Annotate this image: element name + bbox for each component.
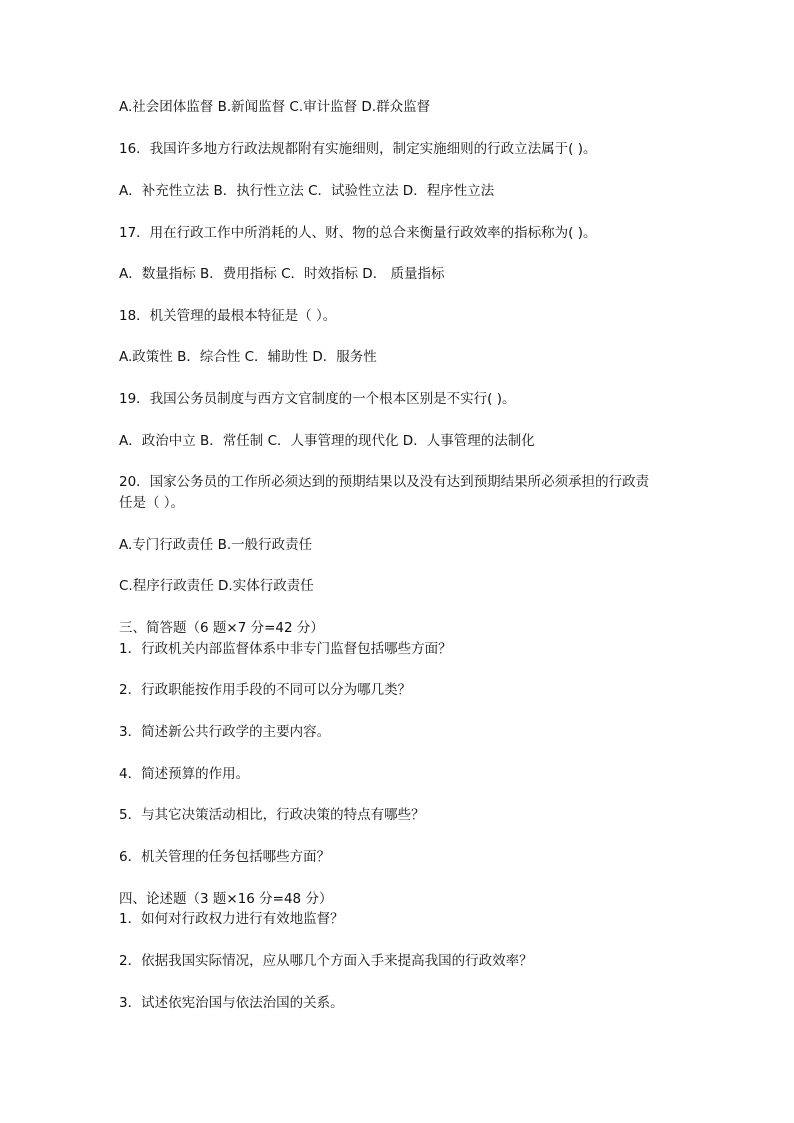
section3-item-6: 6．机关管理的任务包括哪些方面？: [119, 849, 331, 865]
section4-heading: 四、论述题（3 题×16 分=48 分）: [119, 891, 333, 907]
q15-options: A.社会团体监督 B.新闻监督 C.审计监督 D.群众监督: [119, 99, 431, 115]
q17-question: 17．用在行政工作中所消耗的人、财、物的总合来衡量行政效率的指标称为( )。: [119, 225, 597, 241]
section4-item-2: 2．依据我国实际情况，应从哪几个方面入手来提高我国的行政效率？: [119, 953, 533, 969]
q17-options: A．数量指标 B．费用指标 C．时效指标 D． 质量指标: [119, 266, 445, 282]
q16-question: 16．我国许多地方行政法规都附有实施细则，制定实施细则的行政立法属于( )。: [119, 141, 597, 157]
section3-item-1: 1．行政机关内部监督体系中非专门监督包括哪些方面？: [119, 641, 452, 657]
section3-item-3: 3．简述新公共行政学的主要内容。: [119, 724, 331, 740]
q20-options-line1: A.专门行政责任 B.一般行政责任: [119, 537, 313, 553]
section4-item-3: 3．试述依宪治国与依法治国的关系。: [119, 995, 344, 1011]
q18-options: A.政策性 B．综合性 C．辅助性 D．服务性: [119, 349, 377, 365]
section3-item-5: 5．与其它决策活动相比，行政决策的特点有哪些？: [119, 807, 425, 823]
section4-item-1: 1．如何对行政权力进行有效地监督？: [119, 911, 344, 927]
q18-question: 18．机关管理的最根本特征是（ ）。: [119, 308, 337, 324]
q19-question: 19．我国公务员制度与西方文官制度的一个根本区别是不实行( )。: [119, 391, 516, 407]
q20-question-line1: 20．国家公务员的工作所必须达到的预期结果以及没有达到预期结果所必须承担的行政责: [119, 474, 650, 490]
section3-item-4: 4．简述预算的作用。: [119, 766, 250, 782]
q16-options: A．补充性立法 B．执行性立法 C．试验性立法 D．程序性立法: [119, 183, 495, 199]
q19-options: A．政治中立 B．常任制 C．人事管理的现代化 D．人事管理的法制化: [119, 433, 535, 449]
section3-item-2: 2．行政职能按作用手段的不同可以分为哪几类？: [119, 682, 412, 698]
q20-options-line2: C.程序行政责任 D.实体行政责任: [119, 578, 314, 594]
q20-question-line2: 任是（ ）。: [119, 495, 185, 511]
section3-heading: 三、简答题（6 题×7 分=42 分）: [119, 620, 324, 636]
